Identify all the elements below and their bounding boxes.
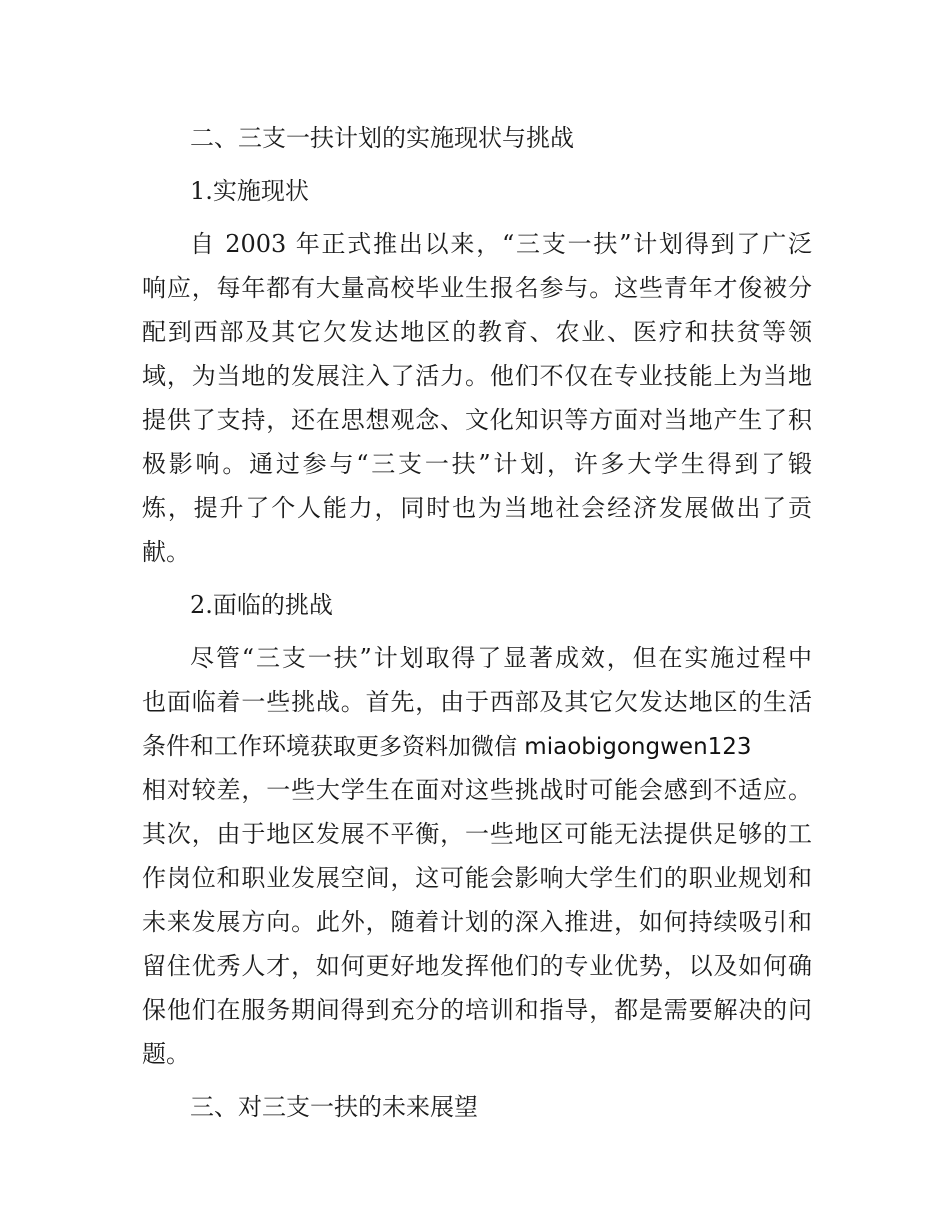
watermark-text: 获取更多资料加微信 miaobigongwen123: [310, 734, 752, 760]
paragraph-line: 保他们在服务期间得到充分的培训和指导，都是需要解决的问: [142, 996, 812, 1024]
paragraph-line-with-watermark: [142, 724, 812, 768]
paragraph-line: 尽管“三支一扶”计划取得了显著成效，但在实施过程中: [190, 644, 812, 672]
document-body: [142, 116, 812, 1129]
paragraph-line: 作岗位和职业发展空间，这可能会影响大学生们的职业规划和: [142, 864, 812, 892]
paragraph-line: 极影响。通过参与“三支一扶”计划，许多大学生得到了锻: [142, 450, 812, 478]
paragraph-status: [142, 222, 812, 574]
paragraph-line: 献。: [142, 538, 190, 566]
section-heading-3: 三、对三支一扶的未来展望: [190, 1093, 478, 1121]
paragraph-line: 题。: [142, 1040, 190, 1068]
paragraph-line: 响应，每年都有大量高校毕业生报名参与。这些青年才俊被分: [142, 274, 812, 302]
paragraph-line: 相对较差，一些大学生在面对这些挑战时可能会感到不适应。: [142, 776, 812, 804]
paragraph-line: 也面临着一些挑战。首先，由于西部及其它欠发达地区的生活: [142, 688, 812, 716]
paragraph-line-text: 条件和工作环境: [142, 732, 310, 760]
paragraph-line: 自 2003 年正式推出以来，“三支一扶”计划得到了广泛: [190, 230, 812, 258]
paragraph-line: 未来发展方向。此外，随着计划的深入推进，如何持续吸引和: [142, 908, 812, 936]
paragraph-line: 留住优秀人才，如何更好地发挥他们的专业优势，以及如何确: [142, 952, 812, 980]
paragraph-line: 炼，提升了个人能力，同时也为当地社会经济发展做出了贡: [142, 494, 812, 522]
subheading-status: 1.实施现状: [190, 177, 309, 205]
paragraph-line: 其次，由于地区发展不平衡，一些地区可能无法提供足够的工: [142, 820, 812, 848]
paragraph-line: 提供了支持，还在思想观念、文化知识等方面对当地产生了积: [142, 406, 812, 434]
paragraph-challenges: [142, 636, 812, 1076]
subheading-challenges: 2.面临的挑战: [190, 591, 333, 619]
section-heading-2: 二、三支一扶计划的实施现状与挑战: [190, 124, 574, 152]
paragraph-line: 配到西部及其它欠发达地区的教育、农业、医疗和扶贫等领: [142, 318, 812, 346]
paragraph-line: 域，为当地的发展注入了活力。他们不仅在专业技能上为当地: [142, 362, 812, 390]
